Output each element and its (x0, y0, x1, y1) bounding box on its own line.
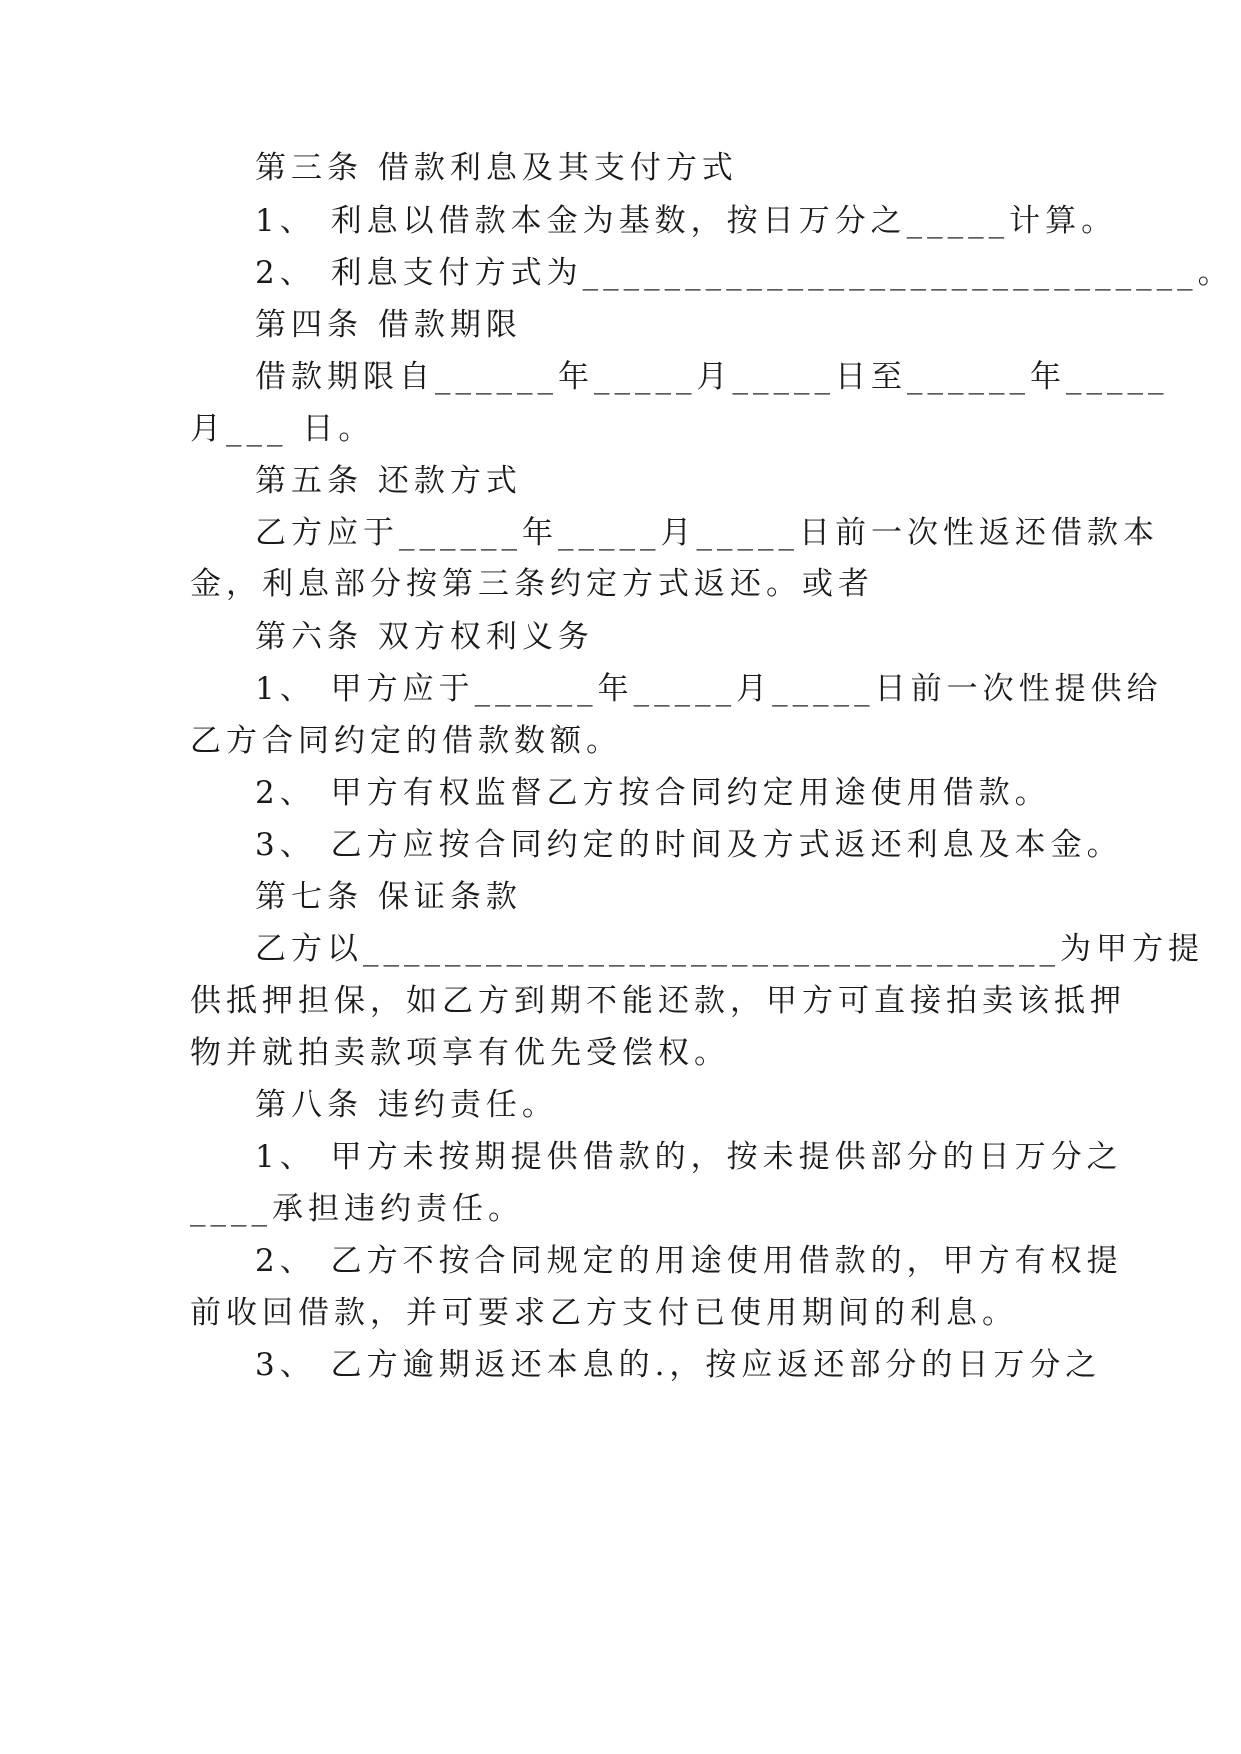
article-4-text: 借款期限自______年_____月_____日至______年_____ (255, 359, 1169, 395)
article-8-clause-2-cont: 前收回借款，并可要求乙方支付已使用期间的利息。 (190, 1295, 1018, 1331)
article-8-heading: 第八条 违约责任。 (255, 1087, 558, 1123)
article-8-clause-3: 3、 乙方逾期返还本息的.，按应返还部分的日万分之 (255, 1347, 1102, 1383)
article-5-text-cont: 金，利息部分按第三条约定方式返还。或者 (190, 566, 874, 602)
article-8-clause-1: 1、 甲方未按期提供借款的，按未提供部分的日万分之 (255, 1139, 1123, 1175)
article-7-text: 乙方以__________________________________为甲方提 (255, 931, 1204, 967)
article-7-text-cont-1: 供抵押担保，如乙方到期不能还款，甲方可直接拍卖该抵押 (190, 983, 1126, 1019)
article-6-clause-3: 3、 乙方应按合同约定的时间及方式返还利息及本金。 (255, 827, 1123, 863)
article-4-text-cont: 月___ 日。 (190, 411, 375, 447)
article-7-heading: 第七条 保证条款 (255, 879, 522, 915)
article-6-heading: 第六条 双方权利义务 (255, 619, 594, 655)
article-6-clause-1-cont: 乙方合同约定的借款数额。 (190, 723, 622, 759)
article-6-clause-2: 2、 甲方有权监督乙方按合同约定用途使用借款。 (255, 775, 1051, 811)
article-3-clause-1: 1、 利息以借款本金为基数，按日万分之_____计算。 (255, 203, 1118, 239)
article-3-clause-2: 2、 利息支付方式为______________________________。 (255, 255, 1234, 291)
article-5-heading: 第五条 还款方式 (255, 463, 522, 499)
article-5-text: 乙方应于______年_____月_____日前一次性返还借款本 (255, 515, 1159, 551)
article-7-text-cont-2: 物并就拍卖款项享有优先受偿权。 (190, 1035, 730, 1071)
article-8-clause-1-cont: ____承担违约责任。 (190, 1191, 524, 1227)
article-3-heading: 第三条 借款利息及其支付方式 (255, 150, 738, 186)
article-8-clause-2: 2、 乙方不按合同规定的用途使用借款的，甲方有权提 (255, 1243, 1123, 1279)
article-6-clause-1: 1、 甲方应于______年_____月_____日前一次性提供给 (255, 671, 1163, 707)
article-4-heading: 第四条 借款期限 (255, 307, 522, 343)
